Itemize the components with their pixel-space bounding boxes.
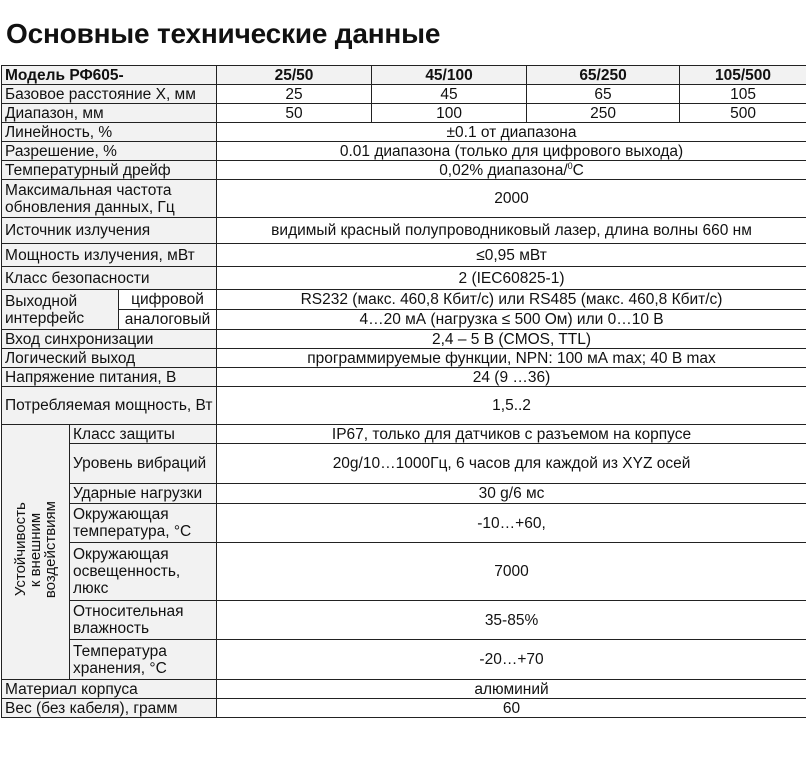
model-column-header: 65/250 xyxy=(527,66,680,85)
row-label: Вход синхронизации xyxy=(2,330,217,349)
cell-value: 50 xyxy=(217,104,372,123)
cell-value: 20g/10…1000Гц, 6 часов для каждой из XYZ осей xyxy=(217,444,806,484)
row-label: Линейность, % xyxy=(2,123,217,142)
cell-value: 250 xyxy=(527,104,680,123)
table-row xyxy=(2,601,806,640)
cell-value: IP67, только для датчиков с разъемом на корпусе xyxy=(217,425,806,444)
cell-value: 2000 xyxy=(217,180,806,218)
row-label: Уровень вибраций xyxy=(70,444,217,484)
table-row xyxy=(2,425,806,444)
cell-value: -10…+60, xyxy=(217,504,806,543)
row-label: Окружающая освещенность, люкс xyxy=(70,543,217,601)
resistance-group-label xyxy=(2,425,70,680)
row-label: Окружающая температура, °С xyxy=(70,504,217,543)
cell-value: 35-85% xyxy=(217,601,806,640)
cell-value: 4…20 мА (нагрузка ≤ 500 Ом) или 0…10 В xyxy=(217,310,806,330)
cell-value: -20…+70 xyxy=(217,640,806,680)
table-row xyxy=(2,290,806,310)
resistance-group-text: Устойчивость к внешним воздействиям xyxy=(12,501,59,599)
table-row xyxy=(2,85,806,104)
model-column-header: 25/50 xyxy=(217,66,372,85)
cell-value: 100 xyxy=(372,104,527,123)
table-row xyxy=(2,387,806,425)
table-row xyxy=(2,330,806,349)
table-row xyxy=(2,680,806,699)
table-row xyxy=(2,218,806,244)
row-label: Диапазон, мм xyxy=(2,104,217,123)
table-row xyxy=(2,180,806,218)
table-row xyxy=(2,104,806,123)
table-row xyxy=(2,444,806,484)
cell-value: 2 (IEC60825-1) xyxy=(217,267,806,290)
model-label: Модель РФ605- xyxy=(2,66,217,85)
row-label: Материал корпуса xyxy=(2,680,217,699)
cell-value xyxy=(217,161,806,180)
cell-value: 60 xyxy=(217,699,806,718)
cell-value: 2,4 – 5 В (CMOS, TTL) xyxy=(217,330,806,349)
interface-analog-label: аналоговый xyxy=(119,310,217,330)
table-row xyxy=(2,543,806,601)
cell-value: программируемые функции, NPN: 100 мА max; 40 В max xyxy=(217,349,806,368)
table-row xyxy=(2,310,806,330)
row-label: Базовое расстояние X, мм xyxy=(2,85,217,104)
drift-unit: С xyxy=(572,161,584,179)
cell-value: 24 (9 …36) xyxy=(217,368,806,387)
specifications-table xyxy=(1,65,806,718)
table-row xyxy=(2,161,806,180)
row-label: Температура хранения, °С xyxy=(70,640,217,680)
cell-value: ≤0,95 мВт xyxy=(217,244,806,267)
row-label: Мощность излучения, мВт xyxy=(2,244,217,267)
row-label: Вес (без кабеля), грамм xyxy=(2,699,217,718)
row-label: Максимальная частота обновления данных, Гц xyxy=(2,180,217,218)
degree-superscript: 0 xyxy=(567,160,573,171)
row-label: Класс защиты xyxy=(70,425,217,444)
cell-value: 65 xyxy=(527,85,680,104)
cell-value: 105 xyxy=(680,85,806,104)
drift-value: 0,02% диапазона/ xyxy=(439,161,568,179)
cell-value: RS232 (макс. 460,8 Кбит/с) или RS485 (макс. 460,8 Кбит/с) xyxy=(217,290,806,310)
table-header-row xyxy=(2,66,806,85)
table-row xyxy=(2,142,806,161)
row-label: Логический выход xyxy=(2,349,217,368)
row-label: Ударные нагрузки xyxy=(70,484,217,504)
table-row xyxy=(2,244,806,267)
cell-value: 500 xyxy=(680,104,806,123)
model-column-header: 105/500 xyxy=(680,66,806,85)
row-label: Относительная влажность xyxy=(70,601,217,640)
table-row xyxy=(2,267,806,290)
cell-value: видимый красный полупроводниковый лазер, длина волны 660 нм xyxy=(217,218,806,244)
cell-value: 1,5..2 xyxy=(217,387,806,425)
table-row xyxy=(2,349,806,368)
model-column-header: 45/100 xyxy=(372,66,527,85)
cell-value: ±0.1 от диапазона xyxy=(217,123,806,142)
row-label: Температурный дрейф xyxy=(2,161,217,180)
table-row xyxy=(2,699,806,718)
interface-label: Выходной интерфейс xyxy=(2,290,119,330)
row-label: Разрешение, % xyxy=(2,142,217,161)
row-label: Потребляемая мощность, Вт xyxy=(2,387,217,425)
page-title: Основные технические данные xyxy=(6,18,441,49)
table-row xyxy=(2,368,806,387)
table-row xyxy=(2,504,806,543)
cell-value: 0.01 диапазона (только для цифрового выхода) xyxy=(217,142,806,161)
row-label: Класс безопасности xyxy=(2,267,217,290)
table-row xyxy=(2,640,806,680)
cell-value: алюминий xyxy=(217,680,806,699)
cell-value: 45 xyxy=(372,85,527,104)
cell-value: 7000 xyxy=(217,543,806,601)
table-row xyxy=(2,123,806,142)
row-label: Источник излучения xyxy=(2,218,217,244)
row-label: Напряжение питания, В xyxy=(2,368,217,387)
table-row xyxy=(2,484,806,504)
cell-value: 25 xyxy=(217,85,372,104)
cell-value: 30 g/6 мс xyxy=(217,484,806,504)
interface-digital-label: цифровой xyxy=(119,290,217,310)
